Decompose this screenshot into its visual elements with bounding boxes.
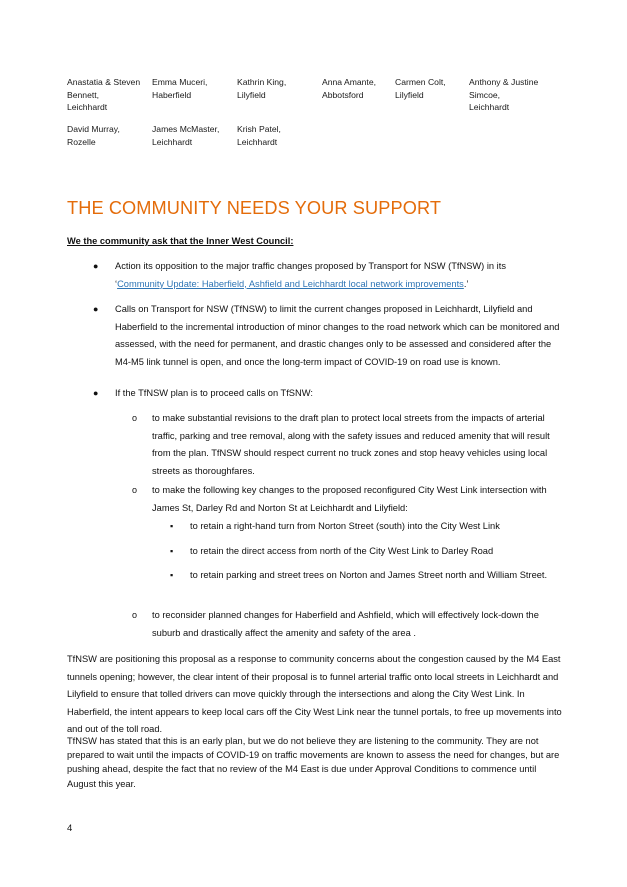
body-paragraph: TfNSW has stated that this is an early plan, but we do not believe they are listening to the community. They are not prepared to wait until the impacts of COVID-19 on traffic movements are known to assess the need for changes, but are pushing ahead, despite the fact that no review of the M4 East is due under Approval Conditions to commence until August this year. bbox=[67, 736, 560, 789]
signatory bbox=[152, 76, 242, 101]
body-paragraph: TfNSW are positioning this proposal as a response to community concerns about the congestion caused by the M4 East tunnels opening; however, the clear intent of their proposal is to funnel arterial traffic onto local streets in Leichhardt and Lilyfield to ensure that tolled drivers can move quickly through the intersections and along the City West Link. In Haberfield, the intent appears to keep local cars off the City West Link near the tunnel portals, to free up movements into and out of the toll road. bbox=[67, 654, 562, 735]
signatory-place: Rozelle bbox=[67, 136, 96, 147]
bullet-marker: ● bbox=[93, 261, 99, 271]
bullet-marker: ● bbox=[93, 304, 99, 314]
bullet-text: .’ bbox=[463, 278, 469, 289]
square-bullet-marker: ▪ bbox=[170, 546, 174, 556]
signatory bbox=[152, 123, 242, 148]
signatory-place: Leichhardt bbox=[152, 136, 193, 147]
bullet-item: Calls on Transport for NSW (TfNSW) to limit the current changes proposed in Leichhardt, Lilyfield and Haberfield to the incremental introduction of minor changes to the road network which can be monitored and assessed, with the need for permanent, and drastic changes only to be assessed and considered after the M4-M5 link tunnel is open, and once the long-term impact of COVID-19 on road use is known. bbox=[115, 304, 560, 367]
signatory-place: Leichhardt bbox=[237, 136, 278, 147]
signatory-name: James McMaster, bbox=[152, 124, 220, 134]
signatory bbox=[237, 123, 327, 148]
sub-sub-bullet-item: to retain parking and street trees on Norton and James Street north and William Street. bbox=[190, 570, 548, 580]
sub-bullet-marker: o bbox=[132, 413, 138, 423]
bullet-text: Action its opposition to the major traffic changes proposed by Transport for NSW (TfNSW) in its ‘ bbox=[115, 261, 506, 289]
signatory-place: Abbotsford bbox=[322, 89, 364, 100]
signatory-name: Carmen Colt, bbox=[395, 77, 446, 87]
community-update-link[interactable]: Community Update: Haberfield, Ashfield and Leichhardt local network improvements bbox=[117, 278, 464, 289]
signatory-place: Lilyfield bbox=[237, 89, 266, 100]
square-bullet-marker: ▪ bbox=[170, 570, 174, 580]
signatory-name: Anna Amante, bbox=[322, 77, 376, 87]
signatory-place: Leichhardt bbox=[469, 102, 510, 112]
signatory bbox=[237, 76, 327, 101]
signatory-name: Anthony & Justine Simcoe, bbox=[469, 77, 539, 100]
signatory-place: Lilyfield bbox=[395, 89, 424, 100]
intro-line: We the community ask that the Inner West Council: bbox=[67, 236, 294, 246]
signatory-name: Kathrin King, bbox=[237, 77, 287, 87]
signatory-place: Haberfield bbox=[152, 89, 192, 100]
sub-bullet-marker: o bbox=[132, 610, 138, 620]
sub-bullet-item: to reconsider planned changes for Haberfield and Ashfield, which will effectively lock-down the suburb and drastically affect the amenity and safety of the area . bbox=[152, 610, 539, 638]
signatory-name: Krish Patel, bbox=[237, 124, 281, 134]
signatory bbox=[469, 76, 564, 114]
signatory bbox=[67, 123, 157, 148]
section-heading: THE COMMUNITY NEEDS YOUR SUPPORT bbox=[67, 198, 442, 218]
sub-bullet-item: to make substantial revisions to the draft plan to protect local streets from the impacts of arterial traffic, parking and tree removal, along with the safety issues and reduced amenity that will result from the plan. TfNSW should respect current no truck zones and stop heavy vehicles using local streets as thoroughfares. bbox=[152, 413, 550, 476]
bullet-marker: ● bbox=[93, 388, 99, 398]
signatory-name: Anastatia & Steven Bennett, bbox=[67, 77, 141, 100]
bullet-item bbox=[115, 258, 555, 293]
bullet-item: If the TfNSW plan is to proceed calls on TfSNW: bbox=[115, 388, 313, 398]
sub-sub-bullet-item: to retain the direct access from north of the City West Link to Darley Road bbox=[190, 546, 494, 556]
sub-bullet-item: to make the following key changes to the proposed reconfigured City West Link intersection with James St, Darley Rd and Norton St at Leichhardt and Lilyfield: bbox=[152, 485, 547, 513]
signatory-name: David Murray, bbox=[67, 124, 120, 134]
signatory-place: Leichhardt bbox=[67, 102, 108, 112]
signatory bbox=[67, 76, 149, 114]
sub-bullet-marker: o bbox=[132, 485, 138, 495]
square-bullet-marker: ▪ bbox=[170, 521, 174, 531]
page-number: 4 bbox=[67, 823, 73, 834]
sub-sub-bullet-item: to retain a right-hand turn from Norton Street (south) into the City West Link bbox=[190, 521, 500, 531]
signatory-name: Emma Muceri, bbox=[152, 77, 208, 87]
